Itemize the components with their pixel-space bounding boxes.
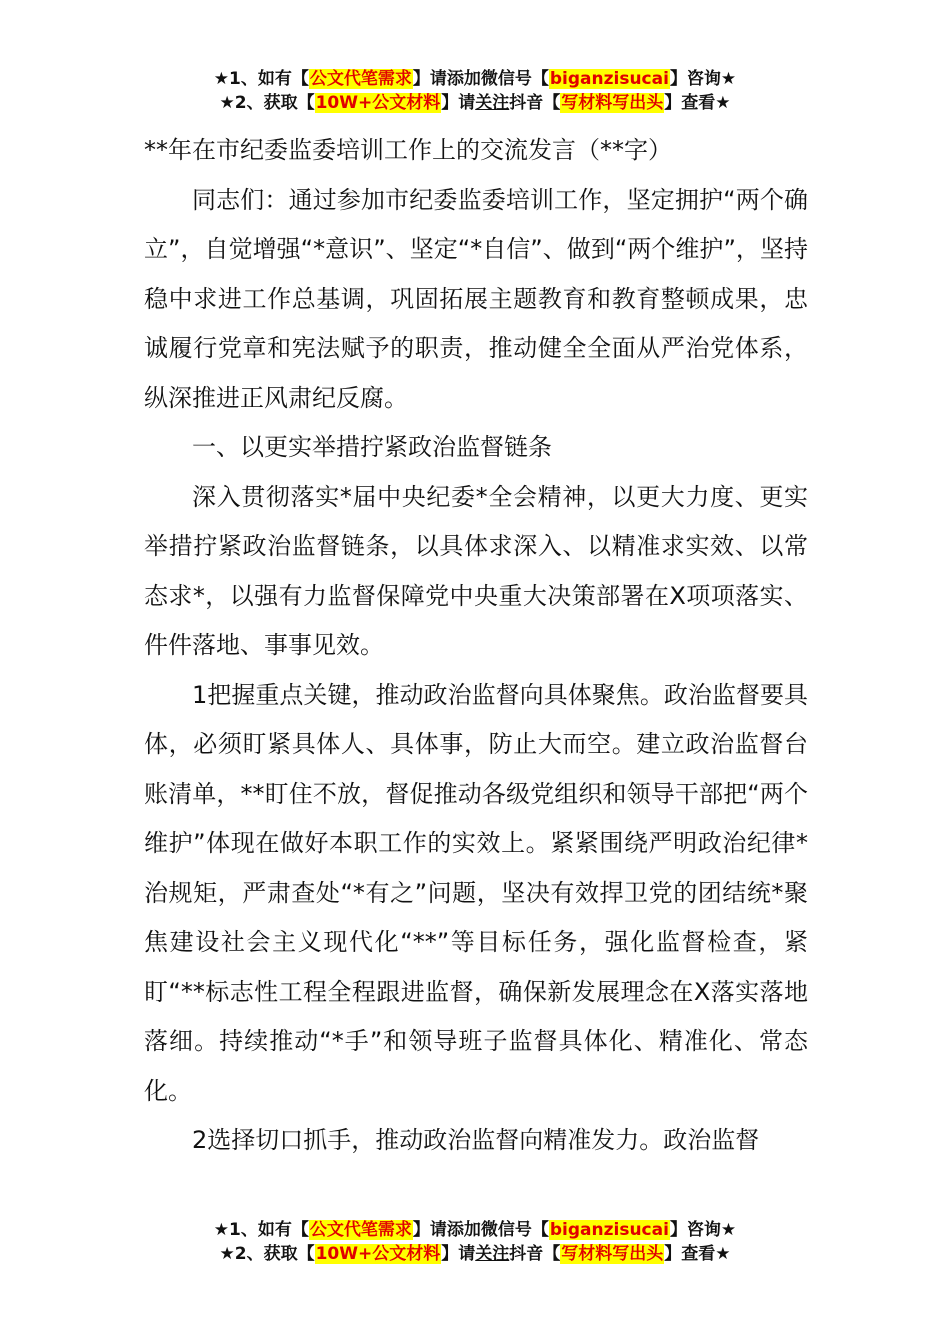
banner-text: 】咨询★ <box>669 69 737 89</box>
banner-text: 微信号【 <box>480 69 549 89</box>
banner-highlight: 写材料写出头 <box>561 93 664 113</box>
banner-text: 】请 <box>441 93 476 113</box>
banner-emphasis: 关注 <box>475 1244 510 1264</box>
banner-emphasis: 关注 <box>475 93 510 113</box>
document-title: **年在市纪委监委培训工作上的交流发言（**字） <box>144 136 672 164</box>
banner-highlight: biganzisucai <box>549 69 669 89</box>
header-banner <box>0 67 950 115</box>
footer-banner <box>0 1218 950 1266</box>
banner-text: ★1、如有【 <box>213 1220 309 1240</box>
paragraph: 1把握重点关键，推动政治监督向具体聚焦。政治监督要具体，必须盯紧具体人、具体事，防止大而空。建立政治监督台账清单，**盯住不放，督促推动各级党组织和领导干部把“两个维护”体现在做好本职工作的实效上。紧紧围绕严明政治纪律*治规矩，严肃查处“*有之”问题，坚决有效捍卫党的团结统*聚焦建设社会主义现代化“**”等目标任务，强化监督检查，紧盯“**标志性工程全程跟进监督，确保新发展理念在X落实落地落细。持续推动“*手”和领导班子监督具体化、精准化、常态化。 <box>144 680 808 1105</box>
banner-line-1 <box>0 1218 950 1242</box>
banner-line-1 <box>0 67 950 91</box>
banner-highlight: biganzisucai <box>549 1220 669 1240</box>
banner-text: ★1、如有【 <box>213 69 309 89</box>
banner-line-2 <box>0 1242 950 1266</box>
banner-highlight: 公文代笔需求 <box>309 1220 412 1240</box>
banner-text: 】咨询★ <box>669 1220 737 1240</box>
banner-text: 抖音【 <box>509 1244 561 1264</box>
banner-text: ★2、获取【 <box>219 93 315 113</box>
paragraph: 2选择切口抓手，推动政治监督向精准发力。政治监督 <box>192 1126 760 1154</box>
banner-line-2 <box>0 91 950 115</box>
banner-emphasis: 添加 <box>446 69 481 89</box>
banner-text: 】请 <box>441 1244 476 1264</box>
section-heading: 一、以更实举措拧紧政治监督链条 <box>192 433 552 461</box>
document-body <box>144 126 808 1166</box>
banner-text: 】请 <box>412 1220 447 1240</box>
banner-highlight: 公文代笔需求 <box>309 69 412 89</box>
banner-highlight: 写材料写出头 <box>561 1244 664 1264</box>
banner-highlight: 10W+公文材料 <box>315 93 441 113</box>
banner-text: 】请 <box>412 69 447 89</box>
banner-text: 微信号【 <box>480 1220 549 1240</box>
banner-text: 】查看★ <box>664 1244 731 1264</box>
banner-emphasis: 添加 <box>446 1220 481 1240</box>
paragraph: 同志们：通过参加市纪委监委培训工作，坚定拥护“两个确立”，自觉增强“*意识”、坚定“*自信”、做到“两个维护”，坚持稳中求进工作总基调，巩固拓展主题教育和教育整顿成果，忠诚履行党章和宪法赋予的职责，推动健全全面从严治党体系，纵深推进正风肃纪反腐。 <box>144 185 808 412</box>
banner-text: ★2、获取【 <box>219 1244 315 1264</box>
banner-highlight: 10W+公文材料 <box>315 1244 441 1264</box>
banner-text: 】查看★ <box>664 93 731 113</box>
banner-text: 抖音【 <box>509 93 561 113</box>
paragraph: 深入贯彻落实*届中央纪委*全会精神，以更大力度、更实举措拧紧政治监督链条，以具体求深入、以精准求实效、以常态求*，以强有力监督保障党中央重大决策部署在X项项落实、件件落地、事事见效。 <box>144 482 808 659</box>
